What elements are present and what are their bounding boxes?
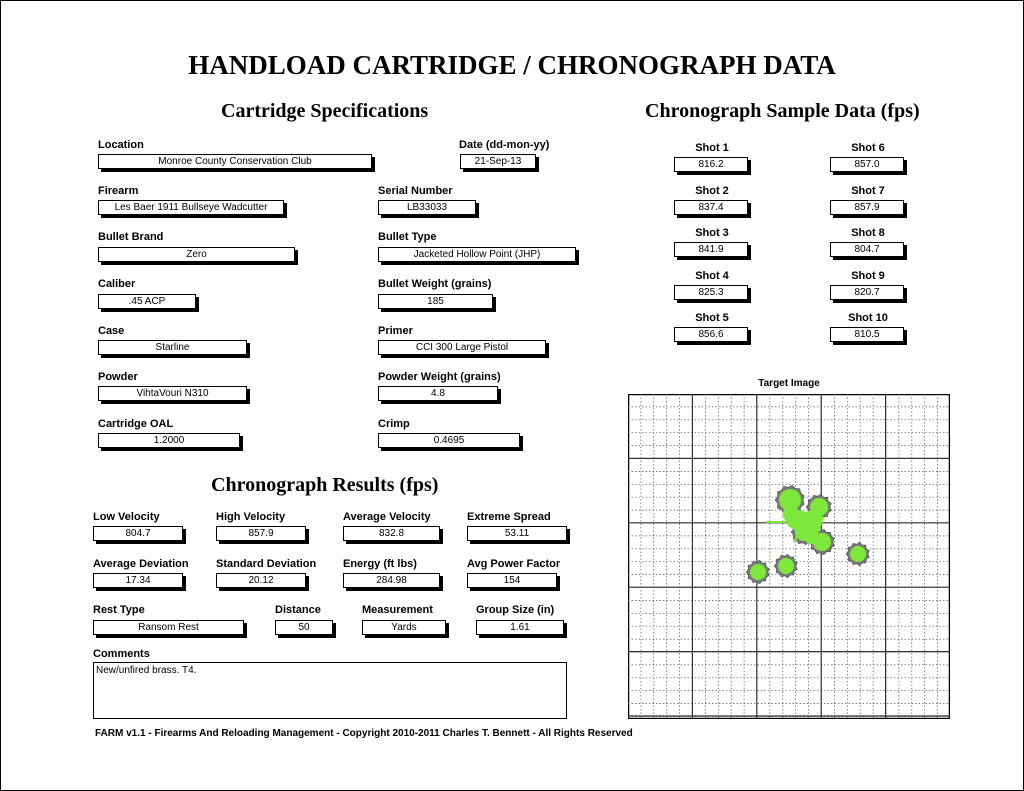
target-image-label: Target Image [758, 378, 820, 389]
average-deviation-label: Average Deviation [93, 558, 189, 570]
powder-weight-field[interactable]: 4.8 [378, 386, 498, 401]
shot-8-label: Shot 8 [851, 227, 885, 239]
energy-field[interactable]: 284.98 [343, 573, 440, 588]
power-factor-label: Avg Power Factor [467, 558, 561, 570]
case-label: Case [98, 325, 125, 337]
shot-2-label: Shot 2 [695, 184, 729, 197]
location-field[interactable]: Monroe County Conservation Club [98, 154, 372, 169]
shot-2-field[interactable]: 837.4 [674, 200, 748, 215]
firearm-label: Firearm [98, 185, 139, 197]
energy-label: Energy (ft lbs) [343, 558, 417, 570]
powder-label: Powder [98, 371, 138, 383]
bullet-brand-label: Bullet Brand [98, 231, 164, 243]
powder-field[interactable]: VihtaVouri N310 [98, 386, 247, 401]
power-factor-field[interactable]: 154 [467, 573, 557, 588]
standard-deviation-field[interactable]: 20.12 [216, 573, 306, 588]
sample-heading: Chronograph Sample Data (fps) [645, 100, 920, 122]
low-velocity-label: Low Velocity [93, 511, 160, 523]
shot-4-field[interactable]: 825.3 [674, 285, 748, 300]
shot-9-field[interactable]: 820.7 [830, 285, 904, 300]
rest-type-field[interactable]: Ransom Rest [93, 620, 244, 635]
shot-3-field[interactable]: 841.9 [674, 242, 748, 257]
crimp-label: Crimp [378, 418, 410, 430]
shot-5-field[interactable]: 856.6 [674, 327, 748, 342]
footer-copyright: FARM v1.1 - Firearms And Reloading Management - Copyright 2010-2011 Charles T. Bennett - All Rights Reserved [95, 728, 633, 739]
bullet-type-field[interactable]: Jacketed Hollow Point (JHP) [378, 247, 576, 262]
page-title: HANDLOAD CARTRIDGE / CHRONOGRAPH DATA [188, 50, 836, 80]
measurement-label: Measurement [362, 604, 433, 616]
shot-7-label: Shot 7 [851, 184, 885, 197]
comments-field[interactable]: New/unfired brass. T4. [93, 662, 567, 719]
bullet-weight-label: Bullet Weight (grains) [378, 278, 492, 290]
shot-8-field[interactable]: 804.7 [830, 242, 904, 257]
shot-10-label: Shot 10 [848, 312, 888, 324]
group-size-field[interactable]: 1.61 [476, 620, 564, 635]
date-field[interactable]: 21-Sep-13 [460, 154, 536, 169]
firearm-field[interactable]: Les Baer 1911 Bullseye Wadcutter [98, 200, 284, 215]
bullet-hole [850, 546, 866, 562]
high-velocity-field[interactable]: 857.9 [216, 526, 306, 541]
distance-field[interactable]: 50 [275, 620, 333, 635]
high-velocity-label: High Velocity [216, 511, 286, 523]
shot-10-field[interactable]: 810.5 [830, 327, 904, 342]
bullet-hole [778, 558, 794, 574]
shot-4-label: Shot 4 [695, 269, 729, 282]
primer-field[interactable]: CCI 300 Large Pistol [378, 340, 546, 355]
shot-7-field[interactable]: 857.9 [830, 200, 904, 215]
shot-3-label: Shot 3 [695, 227, 729, 239]
case-field[interactable]: Starline [98, 340, 247, 355]
powder-weight-label: Powder Weight (grains) [378, 371, 501, 383]
shot-1-field[interactable]: 816.2 [674, 157, 748, 172]
serial-label: Serial Number [378, 185, 453, 197]
average-velocity-field[interactable]: 832.8 [343, 526, 440, 541]
comments-label: Comments [93, 648, 150, 660]
average-velocity-label: Average Velocity [343, 511, 431, 523]
extreme-spread-label: Extreme Spread [467, 511, 551, 523]
bullet-brand-field[interactable]: Zero [98, 247, 295, 262]
primer-label: Primer [378, 325, 413, 337]
target-image [628, 394, 950, 719]
distance-label: Distance [275, 604, 321, 616]
caliber-field[interactable]: .45 ACP [98, 294, 196, 309]
shot-9-label: Shot 9 [851, 269, 885, 282]
bullet-weight-field[interactable]: 185 [378, 294, 493, 309]
group-size-label: Group Size (in) [476, 604, 555, 616]
caliber-label: Caliber [98, 278, 136, 290]
shot-6-label: Shot 6 [851, 142, 885, 154]
low-velocity-field[interactable]: 804.7 [93, 526, 183, 541]
measurement-field[interactable]: Yards [362, 620, 446, 635]
spec-heading: Cartridge Specifications [221, 100, 429, 122]
location-label: Location [98, 139, 144, 151]
average-deviation-field[interactable]: 17.34 [93, 573, 183, 588]
oal-field[interactable]: 1.2000 [98, 433, 240, 448]
crimp-field[interactable]: 0.4695 [378, 433, 520, 448]
oal-label: Cartridge OAL [98, 418, 174, 430]
shot-1-label: Shot 1 [695, 142, 729, 154]
shot-5-label: Shot 5 [695, 312, 729, 324]
bullet-type-label: Bullet Type [378, 231, 437, 243]
bullet-hole [750, 564, 766, 580]
shot-6-field[interactable]: 857.0 [830, 157, 904, 172]
rest-type-label: Rest Type [93, 604, 145, 616]
standard-deviation-label: Standard Deviation [216, 558, 317, 570]
serial-field[interactable]: LB33033 [378, 200, 476, 215]
date-label: Date (dd-mon-yy) [459, 139, 550, 151]
results-heading: Chronograph Results (fps) [211, 474, 439, 496]
extreme-spread-field[interactable]: 53.11 [467, 526, 567, 541]
